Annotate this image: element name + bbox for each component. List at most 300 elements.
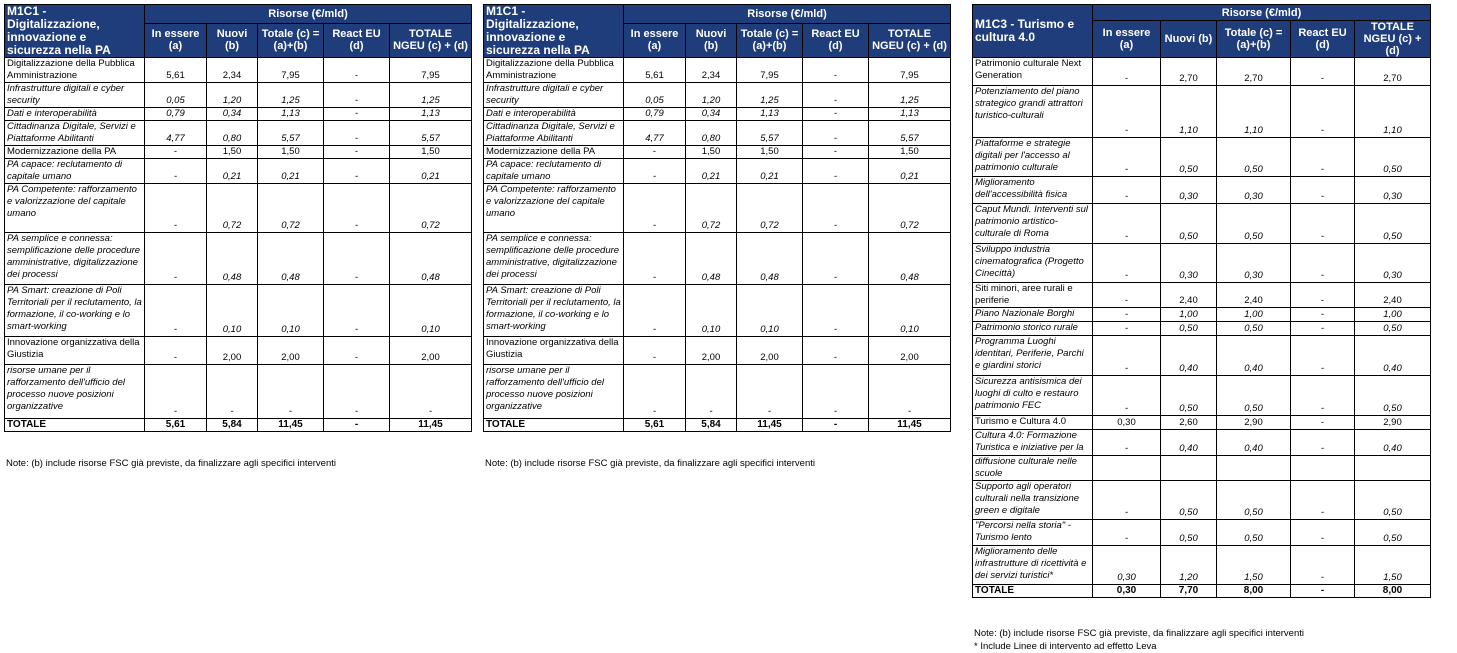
row-label: Infrastrutture digitali e cyber security (484, 83, 624, 108)
row-value: 1,13 (869, 108, 951, 121)
row-value: 1,00 (1355, 308, 1431, 322)
row-value: 0,50 (1217, 138, 1291, 177)
table-row (973, 58, 1431, 86)
row-value: - (1291, 204, 1355, 244)
row-value: 0,10 (258, 285, 324, 337)
table-row (484, 337, 951, 365)
table-row (484, 83, 951, 108)
row-value: - (803, 108, 869, 121)
column-group-header: Risorse (€/mld) (145, 5, 472, 24)
table-row (484, 365, 951, 419)
col-header-react-eu: React EU (d) (1291, 21, 1355, 58)
col-header-nuovi: Nuovi (b) (1161, 21, 1217, 58)
row-value: 0,50 (1161, 204, 1217, 244)
total-value: 8,00 (1355, 585, 1431, 598)
row-value: 0,10 (390, 285, 472, 337)
col-header-in-essere: In essere (a) (145, 23, 207, 57)
table-row (5, 365, 472, 419)
row-label: PA Smart: creazione di Poli Territoriali per il reclutamento, la formazione, il co-working e lo smart-working (5, 285, 145, 337)
table-row (973, 546, 1431, 585)
row-value: 0,50 (1217, 376, 1291, 416)
row-value: 0,30 (1161, 177, 1217, 204)
row-value: - (1291, 520, 1355, 546)
row-value: - (145, 337, 207, 365)
row-value: 2,00 (207, 337, 258, 365)
row-value: 0,80 (686, 121, 737, 146)
row-value: - (1291, 416, 1355, 430)
row-value: - (803, 365, 869, 419)
table-row (484, 58, 951, 83)
row-value: - (1291, 283, 1355, 308)
table-row (973, 481, 1431, 520)
row-value: - (803, 233, 869, 285)
col-header-totale: Totale (c) = (a)+(b) (737, 23, 803, 57)
table-row (973, 177, 1431, 204)
row-label: PA semplice e connessa: semplificazione delle procedure amministrative, digitalizzazione dei processi (5, 233, 145, 285)
row-value: - (737, 365, 803, 419)
row-value: - (390, 365, 472, 419)
table-row (5, 58, 472, 83)
row-value: - (1291, 244, 1355, 283)
row-label: Piano Nazionale Borghi (973, 308, 1093, 322)
row-value: 0,48 (737, 233, 803, 285)
row-value: 0,48 (686, 233, 737, 285)
row-value: 0,34 (207, 108, 258, 121)
row-value: 1,25 (390, 83, 472, 108)
table-title: M1C1 - Digitalizzazione, innovazione e sicurezza nella PA (484, 5, 624, 58)
row-value: 2,40 (1217, 283, 1291, 308)
row-label: PA Smart: creazione di Poli Territoriali per il reclutamento, la formazione, il co-working e lo smart-working (484, 285, 624, 337)
row-value: 5,61 (624, 58, 686, 83)
row-value: 4,77 (145, 121, 207, 146)
row-value: - (803, 121, 869, 146)
table-row (973, 308, 1431, 322)
col-header-totale-ngeu: TOTALE NGEU (c) + (d) (1355, 21, 1431, 58)
table-panel-3 (972, 4, 1431, 652)
row-value: 2,34 (207, 58, 258, 83)
row-value: - (324, 146, 390, 159)
table-row (973, 520, 1431, 546)
row-value: 1,50 (686, 146, 737, 159)
table-row (484, 184, 951, 233)
row-value: 0,50 (1161, 138, 1217, 177)
row-value: 5,61 (145, 58, 207, 83)
row-value: 0,30 (1093, 546, 1161, 585)
row-value: 0,40 (1217, 430, 1291, 456)
row-value: 0,05 (624, 83, 686, 108)
table-row (973, 416, 1431, 430)
row-value: - (624, 146, 686, 159)
row-value: - (324, 285, 390, 337)
table-row (5, 285, 472, 337)
row-value: 0,50 (1161, 520, 1217, 546)
table-row (5, 159, 472, 184)
table-note: Note: (b) include risorse FSC già previste, da finalizzare agli specifici interventi (6, 458, 336, 469)
total-value: 8,00 (1217, 585, 1291, 598)
row-value: 0,50 (1217, 204, 1291, 244)
row-value: 4,77 (624, 121, 686, 146)
row-value: 0,72 (207, 184, 258, 233)
row-label: Siti minori, aree rurali e periferie (973, 283, 1093, 308)
row-value: - (803, 58, 869, 83)
total-label: TOTALE (973, 585, 1093, 598)
row-value: 0,40 (1355, 430, 1431, 456)
row-value: 2,00 (390, 337, 472, 365)
row-value: - (686, 365, 737, 419)
table-row (973, 283, 1431, 308)
table-note: Note: (b) include risorse FSC già previste, da finalizzare agli specifici interventi (974, 628, 1304, 639)
row-value: - (1291, 430, 1355, 456)
table-row (484, 285, 951, 337)
row-label: Miglioramento delle infrastrutture di ricettività e dei servizi turistici* (973, 546, 1093, 585)
row-value: - (324, 83, 390, 108)
row-value: 1,25 (737, 83, 803, 108)
row-value: 0,50 (1355, 520, 1431, 546)
row-label: Programma Luoghi identitari, Periferie, Parchi e giardini storici (973, 336, 1093, 376)
row-value: - (324, 365, 390, 419)
table-row (484, 121, 951, 146)
row-value (1217, 456, 1291, 481)
total-label: TOTALE (5, 419, 145, 432)
table-body (484, 58, 951, 432)
total-value: 0,30 (1093, 585, 1161, 598)
row-value: - (324, 121, 390, 146)
table-row (973, 86, 1431, 138)
col-header-totale-ngeu: TOTALE NGEU (c) + (d) (869, 23, 951, 57)
total-value: 11,45 (737, 419, 803, 432)
row-value: 7,95 (390, 58, 472, 83)
row-value: - (1093, 138, 1161, 177)
row-value: 1,10 (1161, 86, 1217, 138)
row-label: PA Competente: rafforzamento e valorizzazione del capitale umano (484, 184, 624, 233)
row-label: PA Competente: rafforzamento e valorizzazione del capitale umano (5, 184, 145, 233)
row-value: 1,50 (207, 146, 258, 159)
table-panel-2 (483, 4, 951, 469)
row-value: 0,48 (390, 233, 472, 285)
table-row (973, 456, 1431, 481)
row-value: 1,13 (258, 108, 324, 121)
row-value: 2,00 (258, 337, 324, 365)
row-value: 1,50 (1217, 546, 1291, 585)
row-value: 2,00 (686, 337, 737, 365)
row-label: PA capace: reclutamento di capitale umano (5, 159, 145, 184)
row-value: 1,50 (390, 146, 472, 159)
row-label: Turismo e Cultura 4.0 (973, 416, 1093, 430)
row-value: 0,21 (207, 159, 258, 184)
row-label: Innovazione organizzativa della Giustizia (5, 337, 145, 365)
total-value: 5,61 (624, 419, 686, 432)
col-header-totale: Totale (c) = (a)+(b) (258, 23, 324, 57)
row-value: 2,40 (1161, 283, 1217, 308)
row-label: Modernizzazione della PA (484, 146, 624, 159)
row-value: - (207, 365, 258, 419)
row-value: - (803, 184, 869, 233)
row-value: 1,20 (686, 83, 737, 108)
col-header-nuovi: Nuovi (b) (207, 23, 258, 57)
row-value: - (1291, 376, 1355, 416)
row-value: - (1291, 138, 1355, 177)
table-row (484, 159, 951, 184)
row-value: - (145, 233, 207, 285)
total-value: 11,45 (390, 419, 472, 432)
row-value: - (1093, 204, 1161, 244)
row-value: 1,50 (869, 146, 951, 159)
row-value: 1,50 (737, 146, 803, 159)
row-value: - (145, 184, 207, 233)
row-value: 0,30 (1355, 177, 1431, 204)
row-value (1161, 456, 1217, 481)
row-value: 0,10 (869, 285, 951, 337)
row-label: risorse umane per il rafforzamento dell'ufficio del processo nuove posizioni organizzative (5, 365, 145, 419)
row-value: - (1093, 283, 1161, 308)
row-value: 5,57 (869, 121, 951, 146)
row-value: 1,10 (1355, 86, 1431, 138)
row-value: - (1291, 308, 1355, 322)
table-row (484, 108, 951, 121)
row-label: Cultura 4.0: Formazione Turistica e iniziative per la (973, 430, 1093, 456)
row-label: Digitalizzazione della Pubblica Amministrazione (484, 58, 624, 83)
row-label: Sviluppo industria cinematografica (Progetto Cinecittà) (973, 244, 1093, 283)
row-value: 0,30 (1355, 244, 1431, 283)
row-value: - (324, 184, 390, 233)
row-value: 2,00 (737, 337, 803, 365)
row-value: 0,50 (1355, 322, 1431, 336)
col-header-react-eu: React EU (d) (324, 23, 390, 57)
row-value: 0,79 (624, 108, 686, 121)
row-value (1093, 456, 1161, 481)
row-label: Patrimonio storico rurale (973, 322, 1093, 336)
row-value: 2,70 (1161, 58, 1217, 86)
row-label: Digitalizzazione della Pubblica Amministrazione (5, 58, 145, 83)
row-value: - (803, 83, 869, 108)
row-value: 0,50 (1355, 204, 1431, 244)
row-label: Cittadinanza Digitale, Servizi e Piattaforme Abilitanti (484, 121, 624, 146)
col-header-nuovi: Nuovi (b) (686, 23, 737, 57)
row-value: 1,50 (1355, 546, 1431, 585)
row-value: 0,50 (1217, 322, 1291, 336)
row-value: 0,50 (1161, 322, 1217, 336)
row-value: 1,10 (1217, 86, 1291, 138)
row-label: PA capace: reclutamento di capitale umano (484, 159, 624, 184)
row-value: - (1093, 430, 1161, 456)
total-value: 7,70 (1161, 585, 1217, 598)
resource-table-1 (4, 4, 472, 432)
row-value (1355, 456, 1431, 481)
row-value: - (624, 159, 686, 184)
row-value: 2,70 (1355, 58, 1431, 86)
table-row (5, 337, 472, 365)
row-value: 0,50 (1161, 481, 1217, 520)
table-row (973, 138, 1431, 177)
total-value: - (1291, 585, 1355, 598)
row-value: 1,25 (869, 83, 951, 108)
row-value: - (1291, 481, 1355, 520)
row-label: diffusione culturale nelle scuole (973, 456, 1093, 481)
total-label: TOTALE (484, 419, 624, 432)
row-value: 7,95 (869, 58, 951, 83)
table-row (973, 204, 1431, 244)
row-value: - (1093, 376, 1161, 416)
row-label: "Percorsi nella storia" - Turismo lento (973, 520, 1093, 546)
table-note: Note: (b) include risorse FSC già previste, da finalizzare agli specifici interventi (485, 458, 815, 469)
row-value: - (1093, 58, 1161, 86)
row-value: 0,50 (1217, 520, 1291, 546)
row-label: Infrastrutture digitali e cyber security (5, 83, 145, 108)
col-header-react-eu: React EU (d) (803, 23, 869, 57)
row-label: Piattaforme e strategie digitali per l'accesso al patrimonio culturale (973, 138, 1093, 177)
total-value: 5,84 (207, 419, 258, 432)
row-value: 0,40 (1217, 336, 1291, 376)
table-row (5, 146, 472, 159)
col-header-in-essere: In essere (a) (624, 23, 686, 57)
row-value: - (145, 146, 207, 159)
total-value: 5,61 (145, 419, 207, 432)
row-value: 0,30 (1161, 244, 1217, 283)
row-value: - (258, 365, 324, 419)
table-row (5, 83, 472, 108)
row-value: 1,00 (1161, 308, 1217, 322)
row-value: - (324, 337, 390, 365)
table-row (973, 322, 1431, 336)
row-value: - (624, 285, 686, 337)
row-value: 0,50 (1355, 138, 1431, 177)
row-value: 0,40 (1161, 336, 1217, 376)
row-value: 0,48 (207, 233, 258, 285)
row-value: - (869, 365, 951, 419)
row-value: 5,57 (737, 121, 803, 146)
row-value: 0,10 (686, 285, 737, 337)
row-value: - (324, 108, 390, 121)
row-value: 2,34 (686, 58, 737, 83)
row-value: - (624, 184, 686, 233)
table-row (5, 184, 472, 233)
row-value: - (1093, 520, 1161, 546)
total-value: - (324, 419, 390, 432)
row-value: 0,21 (737, 159, 803, 184)
row-value: - (803, 337, 869, 365)
row-value: 2,60 (1161, 416, 1217, 430)
total-value: - (803, 419, 869, 432)
resource-table-2 (483, 4, 951, 432)
row-value: 2,70 (1217, 58, 1291, 86)
total-row (973, 585, 1431, 598)
row-value: 1,13 (390, 108, 472, 121)
column-group-header: Risorse (€/mld) (1093, 5, 1431, 21)
column-group-header: Risorse (€/mld) (624, 5, 951, 24)
row-label: Sicurezza antisismica dei luoghi di culto e restauro patrimonio FEC (973, 376, 1093, 416)
col-header-totale: Totale (c) = (a)+(b) (1217, 21, 1291, 58)
row-value: 0,21 (390, 159, 472, 184)
table-row (484, 233, 951, 285)
row-value: 0,30 (1217, 244, 1291, 283)
row-value: 1,20 (207, 83, 258, 108)
row-value: 0,30 (1217, 177, 1291, 204)
row-label: Cittadinanza Digitale, Servizi e Piattaforme Abilitanti (5, 121, 145, 146)
row-value: - (624, 337, 686, 365)
row-value: 0,50 (1355, 481, 1431, 520)
row-value: - (145, 285, 207, 337)
row-value: - (1291, 546, 1355, 585)
row-value: 0,34 (686, 108, 737, 121)
table-note-leva: * Include Linee di intervento ad effetto Leva (974, 641, 1157, 652)
row-value: 0,48 (258, 233, 324, 285)
row-value: 1,25 (258, 83, 324, 108)
row-value: 0,79 (145, 108, 207, 121)
row-value: - (1093, 86, 1161, 138)
row-value: 0,72 (390, 184, 472, 233)
row-value: - (324, 233, 390, 285)
row-value: 0,10 (207, 285, 258, 337)
row-value: 2,90 (1217, 416, 1291, 430)
table-row (973, 336, 1431, 376)
row-value: - (624, 233, 686, 285)
row-value: 0,21 (686, 159, 737, 184)
table-title: M1C3 - Turismo e cultura 4.0 (973, 5, 1093, 58)
row-value (1291, 456, 1355, 481)
row-value: 2,00 (869, 337, 951, 365)
row-value: 0,72 (686, 184, 737, 233)
row-value: 1,50 (258, 146, 324, 159)
row-value: - (624, 365, 686, 419)
row-value: 1,00 (1217, 308, 1291, 322)
table-row (5, 233, 472, 285)
row-label: Innovazione organizzativa della Giustizia (484, 337, 624, 365)
row-value: 1,13 (737, 108, 803, 121)
row-value: - (1093, 481, 1161, 520)
row-value: - (1093, 177, 1161, 204)
row-value: 0,21 (869, 159, 951, 184)
row-value: 0,50 (1161, 376, 1217, 416)
row-value: 0,50 (1217, 481, 1291, 520)
row-value: 0,40 (1355, 336, 1431, 376)
row-value: 7,95 (737, 58, 803, 83)
row-value: - (1291, 177, 1355, 204)
table-body (5, 58, 472, 432)
row-value: 0,30 (1093, 416, 1161, 430)
row-value: 0,05 (145, 83, 207, 108)
row-value: 2,40 (1355, 283, 1431, 308)
row-value: 5,57 (390, 121, 472, 146)
table-row (973, 430, 1431, 456)
total-row (484, 419, 951, 432)
col-header-in-essere: In essere (a) (1093, 21, 1161, 58)
table-body (973, 58, 1431, 598)
row-label: Caput Mundi. Interventi sul patrimonio artistico-culturale di Roma (973, 204, 1093, 244)
row-label: Miglioramento dell'accessibilità fisica (973, 177, 1093, 204)
row-value: 0,72 (869, 184, 951, 233)
row-value: - (1291, 336, 1355, 376)
row-value: 0,40 (1161, 430, 1217, 456)
row-label: Potenziamento del piano strategico grandi attrattori turistico-culturali (973, 86, 1093, 138)
total-value: 5,84 (686, 419, 737, 432)
col-header-totale-ngeu: TOTALE NGEU (c) + (d) (390, 23, 472, 57)
row-value: 1,20 (1161, 546, 1217, 585)
row-value: 0,72 (258, 184, 324, 233)
table-row (5, 121, 472, 146)
row-label: risorse umane per il rafforzamento dell'ufficio del processo nuove posizioni organizzative (484, 365, 624, 419)
row-value: - (1093, 336, 1161, 376)
row-label: PA semplice e connessa: semplificazione delle procedure amministrative, digitalizzazione dei processi (484, 233, 624, 285)
row-value: 0,72 (737, 184, 803, 233)
table-panel-1 (4, 4, 472, 469)
row-value: - (1093, 244, 1161, 283)
total-row (5, 419, 472, 432)
total-value: 11,45 (869, 419, 951, 432)
row-value: 0,10 (737, 285, 803, 337)
row-label: Dati e interoperabilità (5, 108, 145, 121)
row-value: - (803, 146, 869, 159)
row-value: - (324, 58, 390, 83)
